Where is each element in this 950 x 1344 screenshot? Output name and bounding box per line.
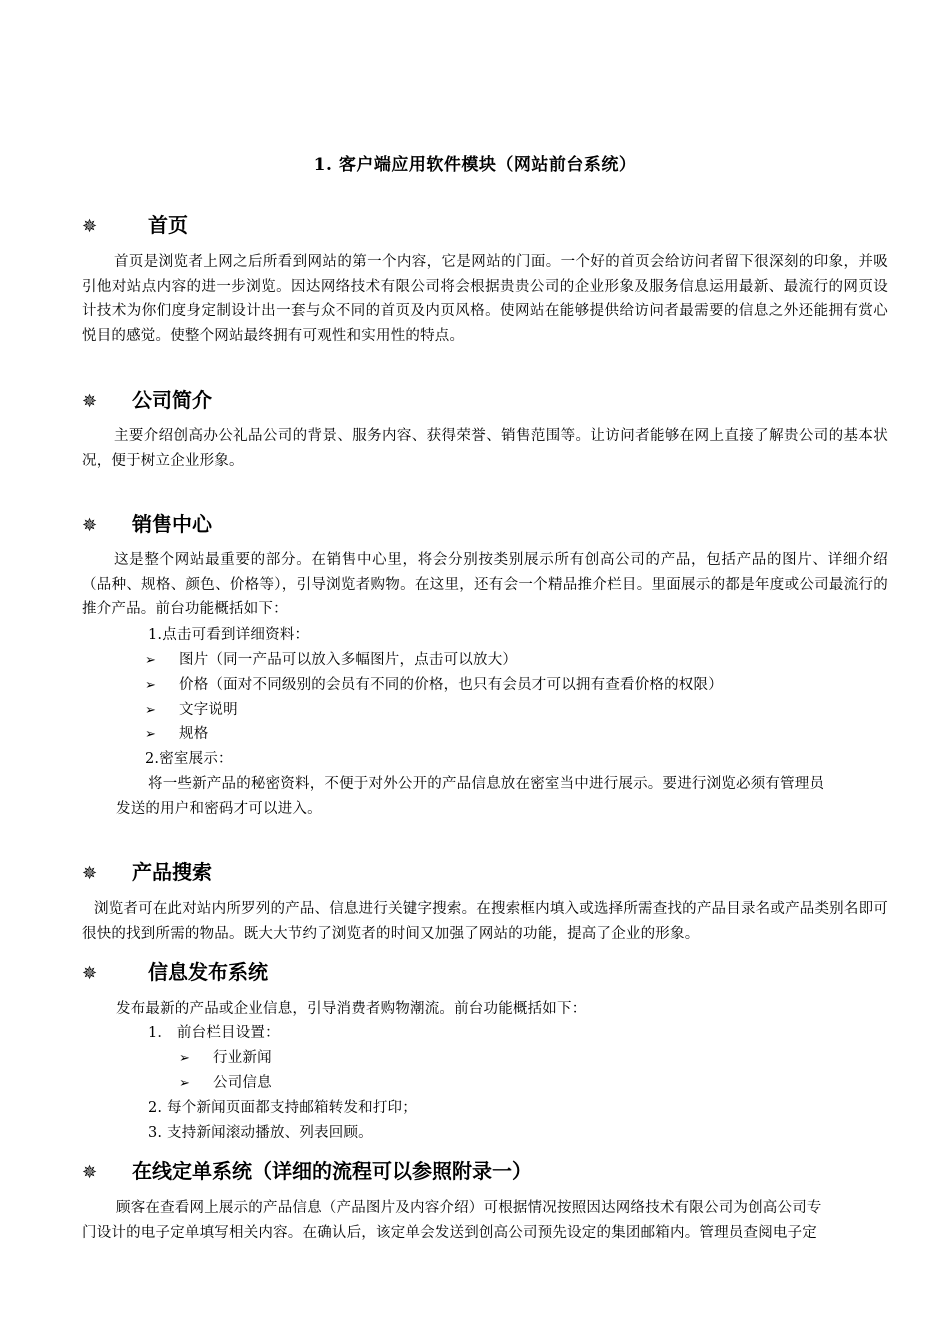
order-line-2: 门设计的电子定单填写相关内容。在确认后，该定单会发送到创高公司预先设定的集团邮箱内。管理员查阅电子定	[82, 1225, 817, 1241]
arrow-bullet-icon: ➢	[179, 1051, 191, 1066]
sales-item-2: 2.密室展示：	[145, 751, 233, 767]
secret-line-2: 发送的用户和密码才可以进入。	[116, 801, 322, 817]
heading-sales	[82, 510, 212, 538]
heading-search-text: 产品搜索	[132, 860, 212, 884]
secret-line-1: 将一些新产品的秘密资料，不便于对外公开的产品信息放在密室当中进行展示。要进行浏览必须有管理员	[148, 776, 825, 792]
heading-order-text: 在线定单系统（详细的流程可以参照附录一）	[132, 1159, 532, 1183]
arrow-bullet-icon: ➢	[145, 727, 157, 742]
bullet-star-icon: ✵	[82, 391, 98, 412]
arrow-bullet-icon: ➢	[179, 1076, 191, 1091]
page-title: 1. 客户端应用软件模块（网站前台系统）	[313, 155, 637, 175]
list-item: ➢ 公司信息	[179, 1071, 272, 1096]
heading-about-text: 公司简介	[132, 388, 212, 412]
bullet-star-icon: ✵	[82, 1162, 98, 1183]
heading-news-text: 信息发布系统	[148, 960, 268, 984]
heading-news	[82, 958, 268, 986]
sales-item-1: 1.点击可看到详细资料：	[148, 627, 310, 643]
order-line-1: 顾客在查看网上展示的产品信息（产品图片及内容介绍）可根据情况按照因达网络技术有限公司为创高公司专	[116, 1200, 822, 1216]
list-item: ➢ 文字说明	[145, 698, 238, 723]
heading-search	[82, 858, 212, 886]
arrow-bullet-icon: ➢	[145, 678, 157, 693]
bullet-star-icon: ✵	[82, 963, 98, 984]
bullet-star-icon: ✵	[82, 216, 98, 237]
news-paragraph: 发布最新的产品或企业信息，引导消费者购物潮流。前台功能概括如下：	[116, 1001, 587, 1017]
news-item-3: 3. 支持新闻滚动播放、列表回顾。	[148, 1125, 373, 1141]
about-paragraph: 主要介绍创高办公礼品公司的背景、服务内容、获得荣誉、销售范围等。让访问者能够在网上直接了解贵公司的基本状况，便于树立企业形象。	[82, 428, 888, 469]
home-paragraph: 首页是浏览者上网之后所看到网站的第一个内容，它是网站的门面。一个好的首页会给访问者留下很深刻的印象，并吸引他对站点内容的进一步浏览。因达网络技术有限公司将会根据贵贵公司的企业形象及服务信息运用最新、最流行的网页设计技术为你们度身定制设计出一套与众不同的首页及内页风格。使网站在能够提供给访问者最需要的信息之外还能拥有赏心悦目的感觉。使整个网站最终拥有可观性和实用性的特点。	[82, 254, 888, 344]
heading-home	[82, 211, 188, 239]
bullet-star-icon: ✵	[82, 863, 98, 884]
heading-about	[82, 386, 212, 414]
list-item: ➢ 行业新闻	[179, 1046, 272, 1071]
news-item-2: 2. 每个新闻页面都支持邮箱转发和打印；	[148, 1100, 417, 1116]
heading-home-text: 首页	[148, 213, 188, 237]
list-item: ➢ 规格	[145, 722, 208, 747]
arrow-bullet-icon: ➢	[145, 703, 157, 718]
list-item: ➢ 图片（同一产品可以放入多幅图片，点击可以放大）	[145, 648, 517, 673]
bullet-star-icon: ✵	[82, 515, 98, 536]
heading-order	[82, 1157, 532, 1185]
arrow-bullet-icon: ➢	[145, 653, 157, 668]
news-item-1: 1． 前台栏目设置：	[148, 1025, 280, 1041]
search-paragraph: 浏览者可在此对站内所罗列的产品、信息进行关键字搜索。在搜索框内填入或选择所需查找的产品目录名或产品类别名即可很快的找到所需的物品。既大大节约了浏览者的时间又加强了网站的功能，提高了企业的形象。	[82, 901, 888, 942]
sales-paragraph: 这是整个网站最重要的部分。在销售中心里，将会分别按类别展示所有创高公司的产品，包括产品的图片、详细介绍（品种、规格、颜色、价格等），引导浏览者购物。在这里，还有会一个精品推介栏目。里面展示的都是年度或公司最流行的推介产品。前台功能概括如下：	[82, 552, 888, 618]
list-item: ➢ 价格（面对不同级别的会员有不同的价格，也只有会员才可以拥有查看价格的权限）	[145, 673, 723, 698]
heading-sales-text: 销售中心	[132, 512, 212, 536]
